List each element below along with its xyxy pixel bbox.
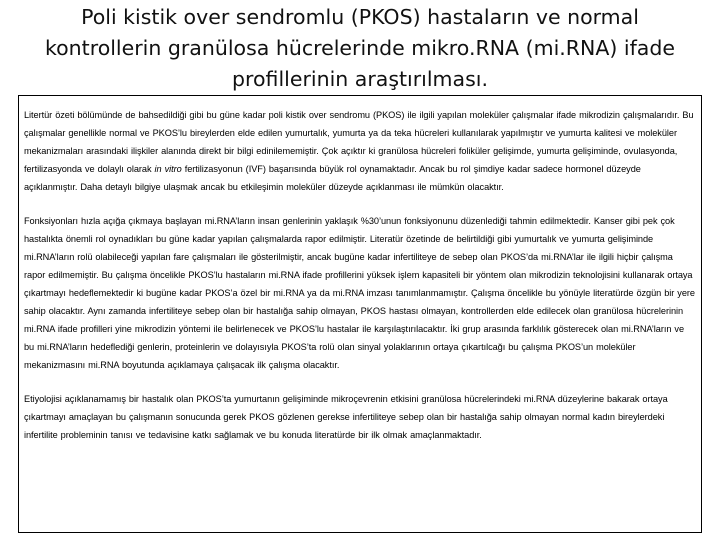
content-box [18,95,702,533]
paragraph-aim: Etiyolojisi açıklanamamış bir hastalık olan PKOS’ta yumurtanın gelişiminde mikroçevrenin etkisini granülosa hücrelerindeki mi.RNA düzeylerine bakarak ortaya çıkartmayı amaçlayan bu çalışmanın sonucunda gerek PKOS gözlenen gerekse infertiliteye sebep olan bir hastalığa sahip olmayan normal kadın bireylerdeki infertilite probleminin tanısı ve tedavisine katkı sağlamak ve bu konuda literatürde bir ilk olmak amaçlanmaktadır. [24,394,668,440]
paragraph-text: fertilizasyonun (IVF) başarısında büyük rol oynamaktadır. Ancak bu rol şimdiye kadar sadece hormonel düzeyde açıklanmıştır. Daha detaylı bilgiye ulaşmak ancak bu etkileşimin moleküler düzeyde açıklanması ile mümkün olacaktır. [24,164,641,192]
paragraph-mirna-function: Fonksiyonları hızla açığa çıkmaya başlayan mi.RNA’ların insan genlerinin yaklaşık %30’unun fonksiyonunu düzenlediği tahmin edilmektedir. Kanser gibi pek çok hastalıkta önemli rol oynadıkları bu güne kadar yapılan çalışmalarda rapor edilmiştir. Literatür özetinde de belirtildiği gibi yumurtalık ve yumurta gelişiminde mi.RNA’ların rolü olabileceği yapılan fare çalışmaları ile gösterilmiştir, ancak bugüne kadar infertiliteye de sebep olan PKOS’da mi.RNA’lar ile ilgili hiçbir çalışma rapor edilmemiştir. Bu çalışma öncelikle PKOS’lu hastaların mi.RNA ifade profillerini yüksek işlem kapasiteli bir yöntem olan mikrodizin teknolojisini kullanarak ortaya çıkartmayı hedeflemektedir ki bugüne kadar PKOS’a özel bir mi.RNA ya da mi.RNA imzası tanımlanmamıştır. Çalışma öncelikle bu yönüyle literatürde özgün bir yere sahip olacaktır. Aynı zamanda infertiliteye sebep olan bir hastalığa sahip olmayan, PKOS hastası olmayan, kontrollerden elde edilecek olan granülosa hücrelerinin mi.RNA ifade profilleri yine mikrodizin yöntemi ile belirlenecek ve PKOS’lu hastalar ile karşılaştırılacaktır. İki grup arasında farklılık gösterecek olan mi.RNA’ların ve bu mi.RNA’ların hedeflediği genlerin, proteinlerin ve dolayısıyla PKOS’ta rolü olan sinyal yolaklarının ortaya çıkartılcağı bu çalışma PKOS’un moleküler mekanizmasını mi.RNA boyutunda açıklamaya çalışacak ilk çalışma olacaktır. [24,216,695,370]
slide-title: Poli kistik over sendromlu (PKOS) hastaların ve normal kontrollerin granülosa hücrelerinde mikro.RNA (mi.RNA) ifade profillerinin araştırılması. [45,5,675,91]
paragraph-text: Litertür özeti bölümünde de bahsedildiği gibi bu güne kadar poli kistik over sendromu (PKOS) ile ilgili yapılan moleküler çalışmalar ifade mikrodizin çalışmalarıdır. Bu çalışmalar genellikle normal ve PKOS’lu bireylerden elde edilen yumurtalık, yumurta ya da teka hücreleri kullanılarak yapılmıştır ve yumurta kalitesi ve moleküler mekanizmaları arasındaki ilişkiler alanında direkt bir bilgi edinilememiştir. Çok açıktır ki granülosa hücreleri foliküler gelişimde, yumurta gelişiminde, ovulasyonda, fertilizasyonda ve dolaylı olarak [24,110,694,174]
italic-term: in vitro [154,164,182,174]
paragraph-literature-summary [24,106,696,196]
